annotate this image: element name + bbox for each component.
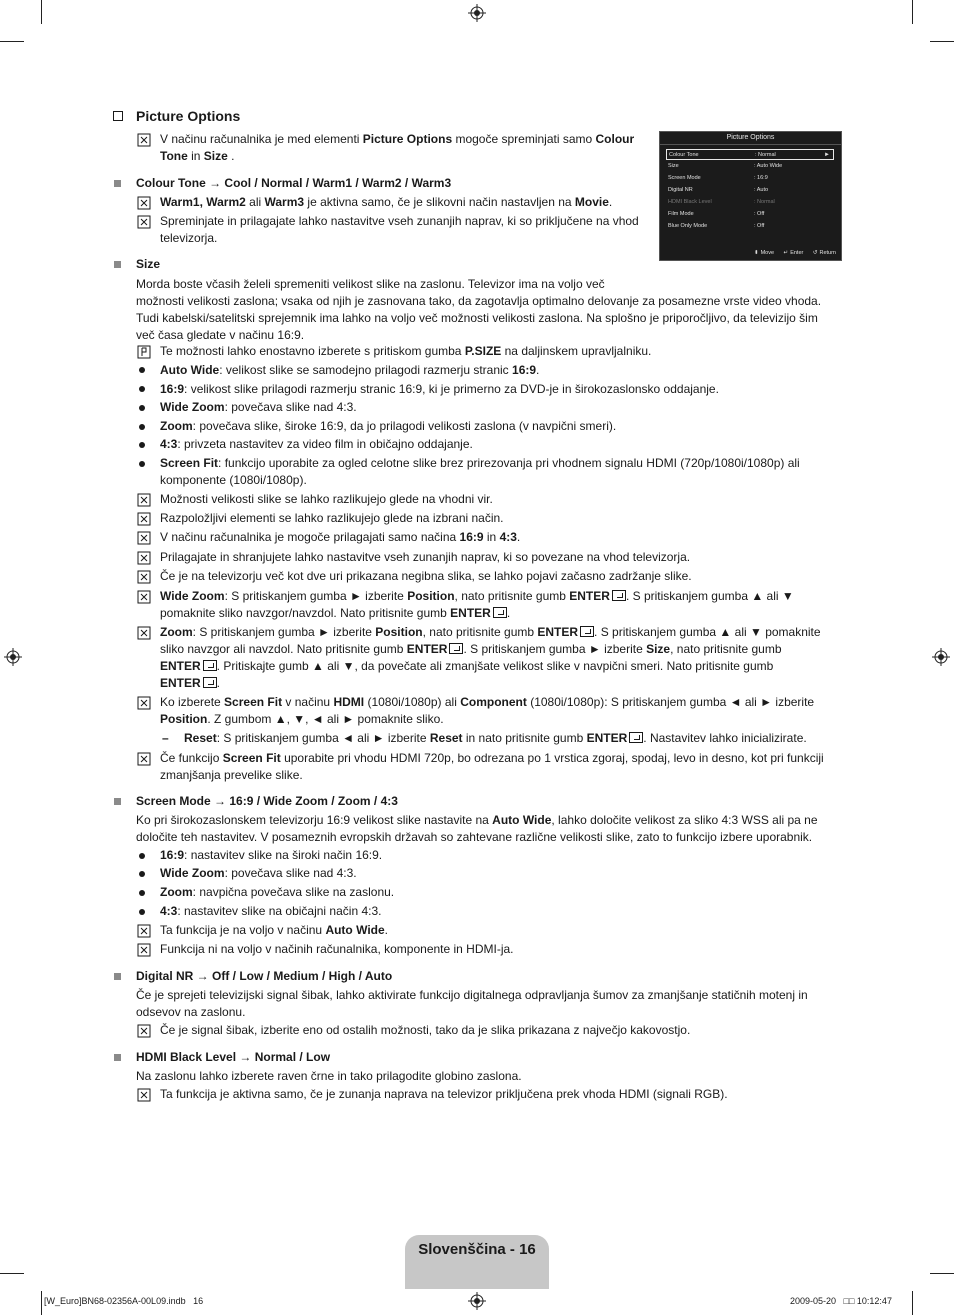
registration-mark-icon xyxy=(932,648,950,666)
registration-mark-icon xyxy=(468,4,486,22)
size-note: Prilagajate in shranjujete lahko nastavitve vseh zunanjih naprav, ki so povezane na vhod televizorja. xyxy=(160,550,691,564)
note-icon xyxy=(137,943,151,957)
section-checkbox-icon xyxy=(113,111,123,121)
menu-footer xyxy=(746,250,836,256)
page-title: Picture Options xyxy=(136,108,241,124)
foot-return: Return xyxy=(819,250,836,256)
foot-move: Move xyxy=(760,250,775,256)
psize-note: Te možnosti lahko enostavno izberete s pritiskom gumba P.SIZE na daljinskem upravljalniku. xyxy=(160,344,652,358)
file-info: [W_Euro]BN68-02356A-00L09.indb 16 xyxy=(44,1296,204,1306)
digital-nr-heading: Digital NR → Off / Low / Medium / High / Auto xyxy=(136,969,393,983)
section-bullet xyxy=(114,973,121,980)
screen-mode-heading: Screen Mode → 16:9 / Wide Zoom / Zoom / 4:3 xyxy=(136,794,398,808)
colour-tone-note: Warm1, Warm2 ali Warm3 je aktivna samo, če je slikovni način nastavljen na Movie. xyxy=(160,195,613,209)
section-bullet xyxy=(114,261,121,268)
note-icon xyxy=(137,551,151,565)
screen-mode-note: Ta funkcija je na voljo v načinu Auto Wide. xyxy=(160,923,388,937)
list-bullet xyxy=(139,367,145,373)
crop-mark xyxy=(0,1273,24,1274)
return-icon: ↺ xyxy=(812,250,818,256)
section-bullet xyxy=(114,1054,121,1061)
size-note: Možnosti velikosti slike se lahko razlikujejo glede na vhodni vir. xyxy=(160,492,493,506)
menu-row-hdmi-black-level: HDMI Black Level : Normal xyxy=(668,199,775,205)
note-icon xyxy=(137,1088,151,1102)
remote-note-icon xyxy=(137,345,151,359)
menu-row-blue-only-mode[interactable]: Blue Only Mode : Off xyxy=(668,223,765,229)
size-option-screen-fit: Screen Fit: funkcijo uporabite za ogled celotne slike brez prirezovanja pri vhodnem signalu HDMI (720p/1080i/1080p) ali komponente (1080i/1080p). xyxy=(160,456,800,487)
list-bullet xyxy=(139,461,145,467)
menu-row-film-mode[interactable]: Film Mode : Off xyxy=(668,211,765,217)
menu-row-screen-mode[interactable]: Screen Mode : 16:9 xyxy=(668,175,768,181)
size-note-wide-zoom: Wide Zoom: S pritiskanjem gumba ► izberite Position, nato pritisnite gumb ENTER . S pritiskanjem gumba ▲ ali ▼ pomaknite sliko navzgor/navzdol. Nato pritisnite gumb ENTER . xyxy=(160,589,794,620)
enter-icon xyxy=(580,626,594,637)
size-note-zoom: Zoom: S pritiskanjem gumba ► izberite Position, nato pritisnite gumb ENTER . S pritiskanjem gumba ▲ ali ▼ pomaknite sliko navzgor ali navzdol. Nato pritisnite gumb ENTER . S pritiskanjem gumba ► izberite Size, nato pritisnite gumb ENTER . Pritiskajte gumb ▲ ali ▼, da povečate ali zmanjšate velikost slike v navpični smeri. Nato pritisnite gumb ENTER . xyxy=(160,625,821,690)
list-bullet xyxy=(139,890,145,896)
section-bullet xyxy=(114,798,121,805)
note-icon xyxy=(137,215,151,229)
crop-mark xyxy=(930,1273,954,1274)
intro-note: V načinu računalnika je med elementi Picture Options mogoče spreminjati samo Colour Tone in Size . xyxy=(160,132,635,163)
note-icon xyxy=(137,924,151,938)
arrow-right-icon: ► xyxy=(824,152,830,158)
note-icon xyxy=(137,133,151,147)
screen-mode-option: Zoom: navpična povečava slike na zaslonu. xyxy=(160,885,395,899)
move-icon: ⬍ xyxy=(753,250,759,256)
section-bullet xyxy=(114,180,121,187)
menu-title: Picture Options xyxy=(660,132,841,145)
size-note-screen-fit: Ko izberete Screen Fit v načinu HDMI (1080i/1080p) ali Component (1080i/1080p): S pritiskanjem gumba ◄ ali ► izberite Position. Z gumbom ▲, ▼, ◄ ali ► pomaknite sliko. xyxy=(160,695,815,726)
enter-icon: ↵ xyxy=(783,250,789,256)
size-option-zoom: Zoom: povečava slike, široke 16:9, da jo prilagodi velikosti zaslona (v navpični smeri). xyxy=(160,419,617,433)
size-note: V načinu računalnika je mogoče prilagajati samo načina 16:9 in 4:3. xyxy=(160,530,521,544)
note-icon xyxy=(137,512,151,526)
enter-icon xyxy=(203,677,217,688)
enter-icon xyxy=(449,643,463,654)
size-option-4-3: 4:3: privzeta nastavitev za video film in običajno oddajanje. xyxy=(160,437,473,451)
crop-mark xyxy=(912,0,913,24)
screen-mode-note: Funkcija ni na voljo v načinih računalnika, komponente in HDMI-ja. xyxy=(160,942,514,956)
list-bullet xyxy=(139,442,145,448)
crop-mark xyxy=(912,1291,913,1315)
list-bullet xyxy=(139,871,145,877)
note-icon xyxy=(137,590,151,604)
crop-mark xyxy=(41,0,42,24)
list-bullet xyxy=(139,405,145,411)
menu-row-colour-tone[interactable]: Colour Tone : Normal ► xyxy=(666,149,834,160)
hdmi-black-level-heading: HDMI Black Level → Normal / Low xyxy=(136,1050,331,1064)
note-icon xyxy=(137,493,151,507)
menu-row-size[interactable]: Size : Auto Wide xyxy=(668,163,783,169)
menu-row-digital-nr[interactable]: Digital NR : Auto xyxy=(668,187,769,193)
enter-icon xyxy=(203,660,217,671)
page-number: Slovenščina - 16 xyxy=(418,1241,536,1258)
hdmi-black-level-paragraph: Na zaslonu lahko izberete raven črne in tako prilagodite globino zaslona. xyxy=(136,1069,522,1083)
crop-mark xyxy=(0,41,24,42)
size-paragraph: Morda boste včasih želeli spremeniti velikost slike na zaslonu. Televizor ima na voljo več možnosti velikosti zaslona; vsaka od njih je zasnovana tako, da zagotavlja optimalno delovanje za posamezne vrste video vhoda. Tudi kabelski/satelitski sprejemnik ima lahko na voljo več možnosti velikosti zaslona. Na splošno je priporočljivo, da televizijo šim več časa gledate v načinu 16:9. xyxy=(136,277,822,342)
crop-mark xyxy=(41,1291,42,1315)
size-heading: Size xyxy=(136,257,161,271)
size-note: Če je na televizorju več kot dve uri prikazana negibna slika, se lahko pojavi začasno zadržanje slike. xyxy=(160,569,692,583)
screen-mode-option: 16:9: nastavitev slike na široki način 16:9. xyxy=(160,848,383,862)
colour-tone-heading: Colour Tone → Cool / Normal / Warm1 / Warm2 / Warm3 xyxy=(136,176,452,190)
enter-icon xyxy=(493,607,507,618)
size-option-16-9: 16:9: velikost slike prilagodi razmerju stranic 16:9, ki je primerno za DVD-je in širokozaslonsko oddajanje. xyxy=(160,382,719,396)
size-option-wide-zoom: Wide Zoom: povečava slike nad 4:3. xyxy=(160,400,357,414)
note-icon xyxy=(137,196,151,210)
registration-mark-icon xyxy=(468,1292,486,1310)
enter-icon xyxy=(612,590,626,601)
screen-mode-option: 4:3: nastavitev slike na običajni način 4:3. xyxy=(160,904,382,918)
size-option-auto-wide: Auto Wide: velikost slike se samodejno prilagodi razmerju stranic 16:9. xyxy=(160,363,540,377)
list-bullet xyxy=(139,386,145,392)
list-bullet xyxy=(139,853,145,859)
size-note: Če funkcijo Screen Fit uporabite pri vhodu HDMI 720p, bo odrezana po 1 vrstica zgoraj, spodaj, levo in desno, kot pri funkciji zmanjšanja prevelike slike. xyxy=(160,751,824,782)
list-bullet xyxy=(139,909,145,915)
screen-mode-paragraph: Ko pri širokozaslonskem televizorju 16:9 velikost slike nastavite na Auto Wide, lahko določite velikost za sliko 4:3 WSS ali pa ne določite teh nastavitev. V posameznih evropskih državah so zahtevane različne velikosti slike, zato to funkcijo izbere uporabnik. xyxy=(136,813,818,844)
note-icon xyxy=(137,626,151,640)
date-info: 2009-05-20 □□ 10:12:47 xyxy=(790,1296,892,1306)
reset-dash: – xyxy=(162,731,169,745)
registration-mark-icon xyxy=(4,648,22,666)
note-icon xyxy=(137,531,151,545)
size-note: Razpoložljivi elementi se lahko razlikujejo glede na izbrani način. xyxy=(160,511,504,525)
reset-note: Reset: S pritiskanjem gumba ◄ ali ► izberite Reset in nato pritisnite gumb ENTER . Nastavitev lahko inicializirate. xyxy=(184,731,807,745)
note-icon xyxy=(137,570,151,584)
crop-mark xyxy=(930,41,954,42)
foot-enter: Enter xyxy=(790,250,804,256)
hdmi-black-level-note: Ta funkcija je aktivna samo, če je zunanja naprava na televizor priključena prek vhoda HDMI (signali RGB). xyxy=(160,1087,728,1101)
note-icon xyxy=(137,696,151,710)
digital-nr-note: Če je signal šibak, izberite eno od ostalih možnosti, tako da je slika prikazana z največjo kakovostjo. xyxy=(160,1023,691,1037)
list-bullet xyxy=(139,424,145,430)
digital-nr-paragraph: Če je sprejeti televizijski signal šibak, lahko aktivirate funkcijo digitalnega odpravljanja šumov za zmanjšanje statičnih motenj in odsevov na zaslonu. xyxy=(136,988,808,1019)
note-icon xyxy=(137,752,151,766)
screen-mode-option: Wide Zoom: povečava slike nad 4:3. xyxy=(160,866,357,880)
note-icon xyxy=(137,1024,151,1038)
picture-options-menu xyxy=(659,131,842,261)
enter-icon xyxy=(629,732,643,743)
colour-tone-note: Spreminjate in prilagajate lahko nastavitve vseh zunanjih naprav, ki so priključene na vhod televizorja. xyxy=(160,214,639,245)
